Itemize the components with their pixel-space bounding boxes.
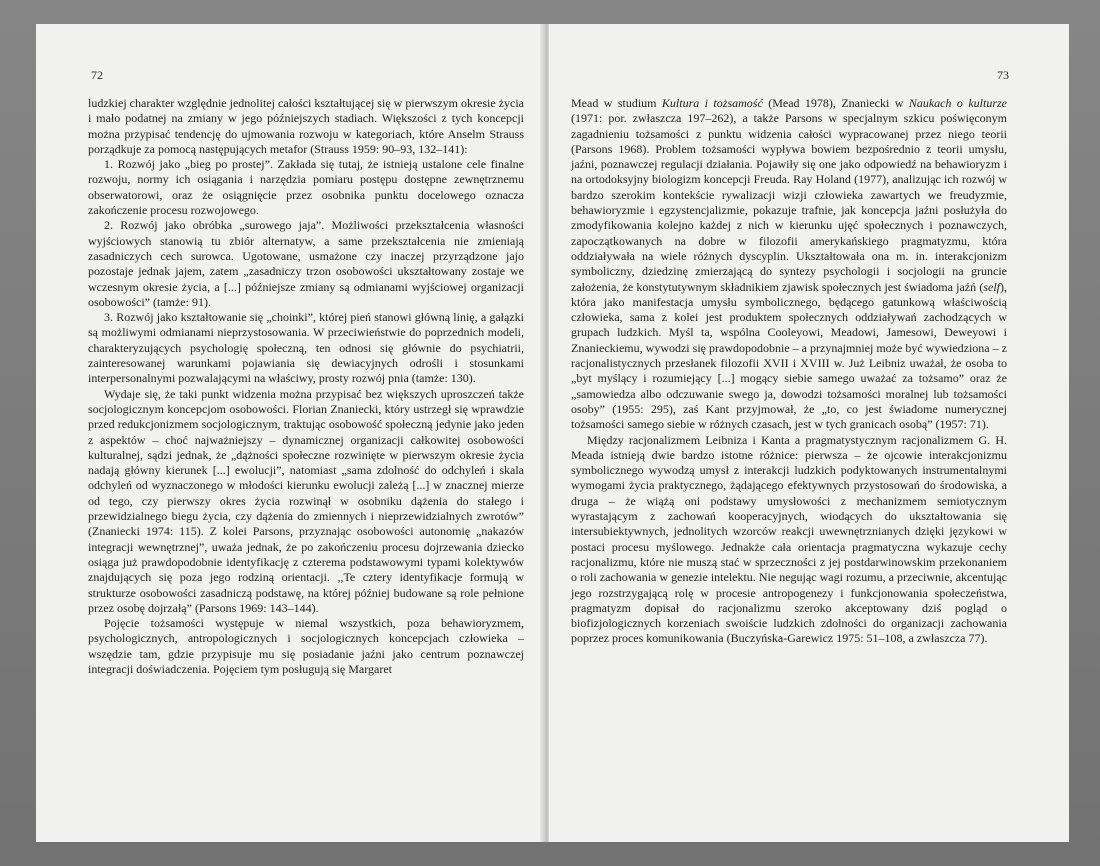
list-item: 2. Rozwój jako obróbka „surowego jaja”. Możliwości przekształcenia własności wyjściowych stanowią tu zbiór alternatyw, a same przekształcenia nie zmieniają zasadniczych cech surowca. Ugotowane, usmażone czy inaczej przyrządzone jajo pozostaje jednak jajem, zatem „zasadniczy trzon osobowości ukształtowany zostaje we wczesnym okresie życia, a [...] późniejsze zmiany są odmianami wyjściowej organizacji osobowości” (tamże: 91). [88,218,524,309]
paragraph: ludzkiej charakter względnie jednolitej całości kształtującej się w pierwszym okresie życia i mało podatnej na zmiany w jego późniejszych stadiach. Większości z tych koncepcji można przypisać tendencję do ujmowania rozwoju w kategoriach, które Anselm Strauss porządkuje za pomocą następujących metafor (Strauss 1959: 90–93, 132–141): [88,96,524,156]
right-page [548,24,1069,842]
left-page [36,24,544,842]
book-title-italic: Kultura i tożsamość [661,96,763,110]
list-item: 1. Rozwój jako „bieg po prostej”. Zakłada się tutaj, że istnieją ustalone cele finalne rozwoju, normy ich osiągania i narzędzia pomiaru postępu dostępne zewnętrznemu obserwatorowi, oraz że osiągnięcie przez osobnika punktu docelowego oznacza zakończenie procesu rozwojowego. [88,157,524,218]
list-item: 3. Rozwój jako kształtowanie się „choinki”, której pień stanowi główną linię, a gałązki są możliwymi odmianami nieprzystosowania. W przeciwieństwie do poprzednich modeli, charakteryzujących psychologię społeczną, ten odnosi się głównie do psychiatrii, zainteresowanej warunkami pojawiania się dewiacyjnych odrośli i stosunkami interpersonalnymi pozwalającymi na właściwy, prosty rozwój pnia (tamże: 130). [88,310,524,386]
left-page-body [88,96,524,677]
text-run: (1971: por. zwłaszcza 197–262), a także Parsons w specjalnym szkicu poświęconym zagadnieniu tożsamości z punktu widzenia całości wypracowanej przez niego teorii (Parsons 1968). Problem tożsamości wypływa bowiem bezpośrednio z teorii umysłu, jaźni, poznawczej regulacji działania. Pojawiły się one jako odpowiedź na behawioryzm i na ortodoksyjny biologizm koncepcji Freuda. Ray Holand (1977), analizując ich rozwój w bardzo szerokim kontekście rywalizacji wizji człowieka zawartych we freudyzmie, behawioryzmie i egzystencjalizmie, pokazuje trafnie, jak koncepcja jaźni posłużyła do zmodyfikowania kolejno każdej z nich w kierunku ujęć społecznych i poznawczych, zapoczątkowanych na dobre w filozofii amerykańskiego pragmatyzmu, która oddziaływała na wiele różnych dyscyplin. Ukształtowała ona m. in. interakcjonizm symboliczny, dziedzinę zmierzającą do syntezy psychologii i socjologii na gruncie założenia, że konstytutywnym składnikiem zjawisk społecznych jest świadoma jaźń ( [571,111,1007,294]
book-title-italic: Naukach o kulturze [908,96,1007,110]
page-number-left: 72 [91,68,103,82]
page-number-right: 73 [997,68,1009,82]
text-run: Mead w studium [571,96,662,110]
paragraph [571,96,1007,433]
paragraph: Między racjonalizmem Leibniza i Kanta a pragmatystycznym racjonalizmem G. H. Meada istnieją dwie bardzo istotne różnice: pierwsza – że ojcowie interakcjonizmu symbolicznego wywodzą umysł z interakcji ludzkich podyktowanych instrumentalnymi wymogami życia praktycznego, żądającego efektywnych przystosowań do środowiska, a druga – że wiążą oni podstawy umysłowości z mechanizmem semiotycznym wyrastającym z zachowań kooperacyjnych, wiodących do ukształtowania się intersubiektywnych, jednolitych wzorców reakcji uwewnętrznianych dzięki językowi w postaci procesu myślowego. Jednakże cała orientacja pragmatyczna wykazuje cechy racjonalizmu, które nie muszą stać w sprzeczności z jej postdarwinowskim przekonaniem o roli zachowania w genezie intelektu. Nie negując wagi rozumu, a przeciwnie, akcentując jego rozstrzygającą rolę w procesie antropogenezy i funkcjonowania społeczeństwa, pragmatyzm dopisał do racjonalizmu szeroko akceptowany dziś pogląd o biofizjologicznych korzeniach swoiście ludzkich zdolności do organizacji zachowania poprzez proces komunikowania (Buczyńska-Garewicz 1975: 51–108, a zwłaszcza 77). [571,432,1007,646]
text-run: (Mead 1978), Znaniecki w [762,96,909,110]
paragraph: Wydaje się, że taki punkt widzenia można przypisać bez większych uproszczeń także socjologicznym koncepcjom osobowości. Florian Znaniecki, który ustrzegł się wprawdzie przed redukcjonizmem socjologicznym, traktując osobowość społeczną jedynie jako jeden z aspektów – choć najważniejszy – dynamicznej organizacji całkowitej osobowości kulturalnej, sądzi jednak, że „dążności społeczne rozwinięte w pierwszym okresie życia nadają główny kierunek [...] ewolucji”, natomiast „sama zdolność do odchyleń i skala odchyleń od wyznaczonego w młodości kierunku ewolucji zależą [...] w znacznej mierze od tego, czy pierwszy okres życia rozwinął w osobniku dążenia do stałego i przewidzialnego biegu życia, czy dążenia do zmiennych i nieprzewidzialnych zwrotów” (Znaniecki 1974: 115). Z kolei Parsons, przyznając osobowości autonomię „nakazów integracji wewnętrznej”, uważa jednak, że po zakończeniu procesu dojrzewania dziecko osiąga już prawdopodobnie identyfikację z czterema podstawowymi typami kolektywów znajdujących się poza jego rodziną orientacji. ,,Te cztery identyfikacje formują w strukturze osobowości zasadniczą podstawę, na której później budowane są role pełnione przez osobę dojrzałą” (Parsons 1969: 143–144). [88,386,524,615]
term-italic: self [983,279,1000,294]
paragraph: Pojęcie tożsamości występuje w niemal wszystkich, poza behawioryzmem, psychologicznych, antropologicznych i socjologicznych koncepcjach człowieka – wszędzie tam, gdzie przypisuje mu się posiadanie jaźni jako centrum poznawczej integracji doświadczenia. Pojęciem tym posługują się Margaret [88,616,524,676]
right-page-body [571,96,1007,647]
text-run: ), która jako manifestacja umysłu symbolicznego, będącego gatunkową właściwością człowieka, sama z kolei jest produktem społecznych oddziaływań zachodzących w grupach ludzkich. Myśl ta, wspólna Cooleyowi, Meadowi, Jamesowi, Deweyowi i Znanieckiemu, wywodzi się prawdopodobnie – a przynajmniej może być wywiedziona – z racjonalistycznych przesłanek filozofii XVII i XVIII w. Już Leibniz uważał, że osoba to „byt myślący i rozumiejący [...] mogący siebie samego uważać za tożsamo” oraz że „samowiedza albo odczuwanie swego ja, dowodzi tożsamości moralnej lub tożsamości osoby” (1955: 295), zaś Kant przyjmował, że „to, co jest świadome numerycznej tożsamości samego siebie w różnych czasach, jest w tych granicach osobą” (1957: 71). [571,279,1007,432]
